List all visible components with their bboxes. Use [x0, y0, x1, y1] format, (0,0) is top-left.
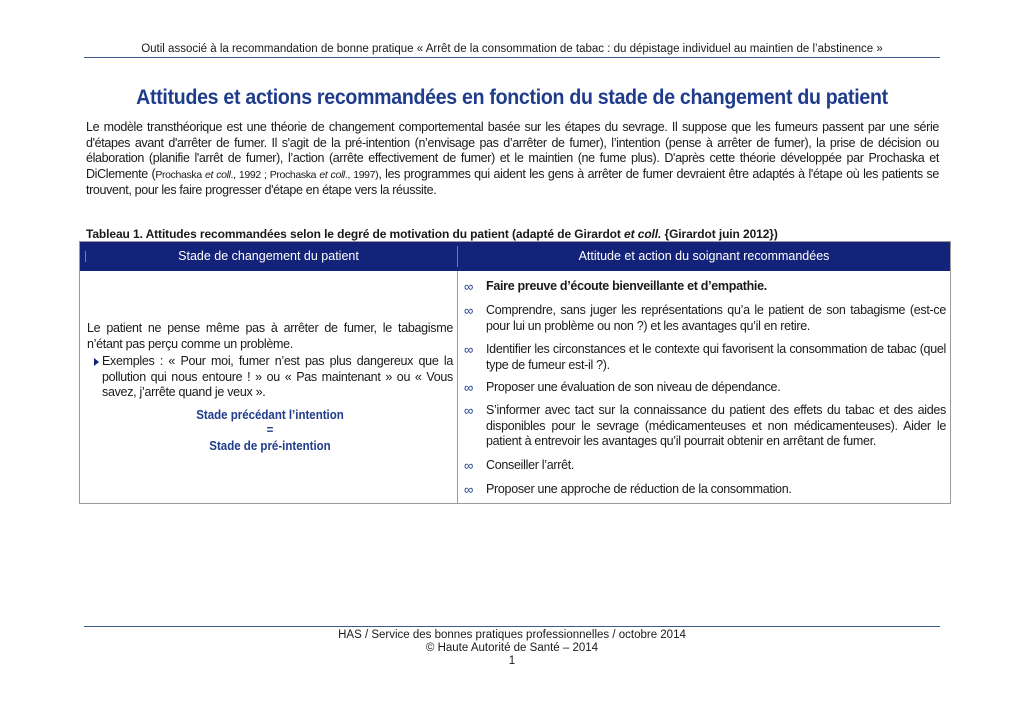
page-number: 1 [508, 655, 516, 667]
stage-description: Le patient ne pense même pas à arrêter de fumer, le tabagisme n’étant pas perçu comme un problème. [87, 321, 453, 351]
column-divider [457, 271, 458, 504]
example-item [87, 354, 453, 401]
infinity-bullet-icon: ∞ [464, 482, 473, 497]
citation-year: ., 1992 ; Prochaska [230, 168, 320, 181]
list-item-text: Proposer une approche de réduction de la consommation. [486, 482, 792, 496]
list-item-text: Conseiller l’arrêt. [486, 458, 575, 472]
list-item [464, 279, 946, 295]
example-text: Exemples : « Pour moi, fumer n’est pas plus dangereux que la pollution qui nous entoure ! » ou « Pas maintenant » ou « Vous savez, j’arrête quand je veux ». [102, 354, 453, 399]
infinity-bullet-icon: ∞ [464, 458, 473, 473]
intro-text-1: Le modèle transthéorique est une théorie de changement comportemental basée sur les étapes du sevrage. Il suppose que les fumeurs passent par une série d'étapes avant d'arrêter de fumer. Il s'agit de la pré-intention (n’envisage pas d’arrêter de fumer), l’intention (pense à arrêter de fumer), la prise de décision ou élaboration (planifie l'arrêt de fumer), l’action (arrête effectivement de fumer) et le maintien (ne fume plus). D'après cette théorie développée par Prochaska et DiClemente ( [86, 120, 939, 181]
infinity-bullet-icon: ∞ [464, 380, 473, 395]
footer-rule [84, 626, 940, 627]
stage-label-equals: = [266, 423, 274, 437]
list-item [464, 458, 946, 474]
stage-label-line1: Stade précédant l’intention [196, 407, 344, 422]
caption-suffix: {Girardot juin 2012}) [661, 227, 778, 241]
list-item [464, 482, 946, 498]
caption-prefix: Tableau 1. Attitudes recommandées selon le degré de motivation du patient (adapté de Girardot [86, 227, 625, 241]
citation-1 [155, 169, 378, 181]
list-item-text: S’informer avec tact sur la connaissance du patient des effets du tabac et des aides disponibles pour le sevrage (médicamenteuses et non médicamenteuses). Aider le patient à entrevoir les avantages qu’il pourrait obtenir en arrêtant de fumer. [486, 403, 946, 448]
list-item-text: Proposer une évaluation de son niveau de dépendance. [486, 380, 781, 394]
recommendation-table [79, 241, 951, 504]
column-header-stage: Stade de changement du patient [178, 249, 359, 263]
list-item [464, 403, 946, 450]
triangle-bullet-icon [94, 358, 99, 366]
stage-label-line2: Stade de pré-intention [209, 438, 331, 453]
list-item-text: Comprendre, sans juger les représentations qu’a le patient de son tabagisme (est-ce pour lui un problème ou non ?) et les avantages qu’il en retire. [486, 303, 946, 333]
list-item [464, 380, 946, 396]
column-header-attitude: Attitude et action du soignant recommandées [578, 249, 830, 263]
running-header: Outil associé à la recommandation de bonne pratique « Arrêt de la consommation de tabac : du dépistage individuel au maintien de l’abstinence » [141, 43, 883, 55]
citation-author: Prochaska [155, 168, 205, 181]
list-item-text: Faire preuve d’écoute bienveillante et d’empathie. [486, 279, 767, 293]
list-item [464, 303, 946, 334]
citation-etal-2: et coll [319, 168, 345, 181]
infinity-bullet-icon: ∞ [464, 403, 473, 418]
footer-service: HAS / Service des bonnes pratiques professionnelles / octobre 2014 [338, 629, 686, 641]
document-title: Attitudes et actions recommandées en fonction du stade de changement du patient [136, 86, 888, 109]
stage-label [87, 408, 453, 455]
citation-etal: et coll [204, 168, 231, 181]
caption-italic: et coll. [624, 227, 662, 241]
intro-text-2: , les programmes qui aident les gens à arrêter de fumer devraient être adaptés à l'étape où les patients se trouvent, pour les faire progresser d'étape en étape vers la réussite. [86, 166, 939, 197]
citation-year-2: ., 1997) [344, 168, 379, 181]
infinity-bullet-icon: ∞ [464, 342, 473, 357]
table-header-row [80, 242, 950, 271]
infinity-bullet-icon: ∞ [464, 303, 473, 318]
list-item-text: Identifier les circonstances et le contexte qui favorisent la consommation de tabac (quel type de fumeur est-il ?). [486, 342, 946, 372]
stage-cell [87, 321, 453, 454]
page-footer [84, 629, 940, 668]
list-item [464, 342, 946, 373]
intro-paragraph [86, 120, 939, 199]
header-rule [84, 57, 940, 58]
table-caption [86, 227, 946, 241]
footer-copyright: © Haute Autorité de Santé – 2014 [425, 642, 599, 654]
infinity-bullet-icon: ∞ [464, 279, 473, 294]
